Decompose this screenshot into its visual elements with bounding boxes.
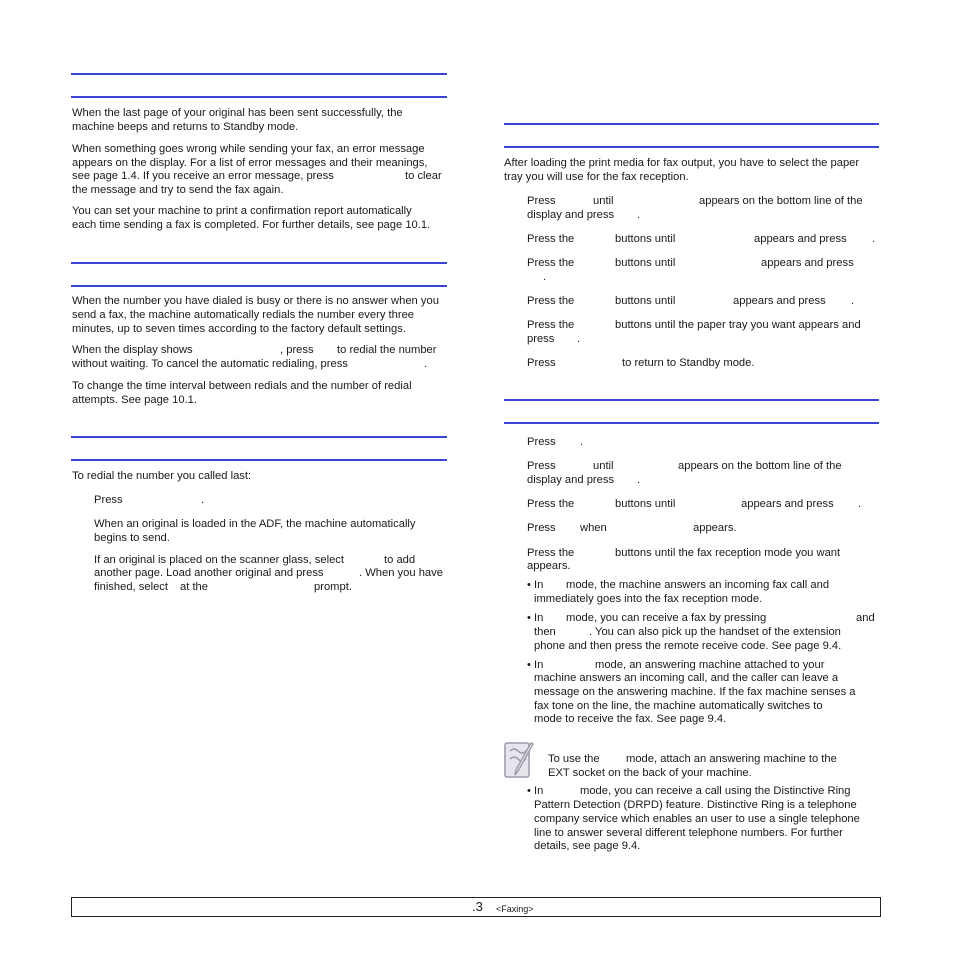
- bullet-text: machine answers an incoming call, and the caller can leave a: [534, 672, 839, 684]
- section-rule-bottom: [71, 459, 447, 461]
- page-number: .3: [472, 899, 483, 914]
- step-text: .: [872, 233, 876, 245]
- body-text: After loading the print media for fax output, you have to select the paper: [504, 157, 860, 169]
- bullet-text: and: [856, 612, 875, 624]
- bullet-text: message on the answering machine. If the fax machine senses a: [534, 686, 856, 698]
- section-rule-bottom: [504, 146, 879, 148]
- bullet-text: mode, an answering machine attached to your: [595, 659, 825, 671]
- step-text: appears on the bottom line of the: [678, 460, 842, 472]
- step-text: until: [593, 195, 614, 207]
- bullet-text: mode, you can receive a call using the Distinctive Ring: [580, 785, 851, 797]
- body-text: minutes, up to seven times according to the factory default settings.: [72, 323, 406, 335]
- step-text: Press: [527, 460, 556, 472]
- step-text: buttons until the fax reception mode you want: [615, 547, 841, 559]
- section-rule-top: [71, 73, 447, 75]
- note-pencil-icon: [504, 741, 536, 779]
- bullet-text: In: [534, 579, 544, 591]
- step-text: display and press: [527, 209, 615, 221]
- bullet-text: mode, you can receive a fax by pressing: [566, 612, 767, 624]
- body-text: When something goes wrong while sending your fax, an error message: [72, 143, 425, 155]
- step-text: appears.: [693, 522, 737, 534]
- bullet-text: mode, the machine answers an incoming fax call and: [566, 579, 830, 591]
- body-text: . When you have: [359, 567, 443, 579]
- note-text: EXT socket on the back of your machine.: [548, 767, 752, 779]
- step-text: buttons until: [615, 498, 676, 510]
- body-text: at the: [180, 581, 208, 593]
- bullet-text: mode to receive the fax. See page 9.4.: [534, 713, 727, 725]
- step-text: appears and press: [754, 233, 847, 245]
- body-text: finished, select: [94, 581, 169, 593]
- bullet-text: In: [534, 659, 544, 671]
- bullet-dot: •: [527, 659, 531, 671]
- body-text: to add: [384, 554, 416, 566]
- body-text: You can set your machine to print a confirmation report automatically: [72, 205, 412, 217]
- bullet-text: phone and then press the remote receive code. See page 9.4.: [534, 640, 842, 652]
- step-text: to return to Standby mode.: [622, 357, 755, 369]
- bullet-text: In: [534, 612, 544, 624]
- step-text: appears and press: [733, 295, 826, 307]
- section-rule-top: [71, 262, 447, 264]
- body-text: To redial the number you called last:: [72, 470, 252, 482]
- step-text: .: [637, 474, 641, 486]
- footer-section-label: <Faxing>: [496, 904, 534, 914]
- bullet-text: then: [534, 626, 556, 638]
- step-text: until: [593, 460, 614, 472]
- body-text: another page. Load another original and press: [94, 567, 324, 579]
- body-text: the message and try to send the fax again.: [72, 184, 284, 196]
- note-text: mode, attach an answering machine to the: [626, 753, 837, 765]
- bullet-text: . You can also pick up the handset of the extension: [589, 626, 841, 638]
- body-text: When the number you have dialed is busy or there is no answer when you: [72, 295, 439, 307]
- step-text: buttons until: [615, 295, 676, 307]
- note-text: To use the: [548, 753, 600, 765]
- step-text: Press the: [527, 295, 575, 307]
- section-rule-bottom: [71, 285, 447, 287]
- body-text: tray you will use for the fax reception.: [504, 171, 689, 183]
- body-text: .: [424, 358, 428, 370]
- step-text: when: [580, 522, 607, 534]
- step-text: buttons until the paper tray you want appears and: [615, 319, 861, 331]
- step-text: press: [527, 333, 555, 345]
- step-text: appears and press: [741, 498, 834, 510]
- step-text: .: [543, 271, 547, 283]
- step-text: .: [577, 333, 581, 345]
- body-text: see page 1.4. If you receive an error message, press: [72, 170, 334, 182]
- step-text: Press the: [527, 498, 575, 510]
- step-text: .: [637, 209, 641, 221]
- step-text: Press: [527, 195, 556, 207]
- section-rule-top: [504, 123, 879, 125]
- body-text: appears on the display. For a list of error messages and their meanings,: [72, 157, 428, 169]
- step-text: .: [851, 295, 855, 307]
- section-rule-bottom: [71, 96, 447, 98]
- body-text: attempts. See page 10.1.: [72, 394, 198, 406]
- step-text: buttons until: [615, 257, 676, 269]
- step-text: Press: [527, 357, 556, 369]
- section-rule-bottom: [504, 422, 879, 424]
- body-text: without waiting. To cancel the automatic redialing, press: [72, 358, 348, 370]
- bullet-dot: •: [527, 785, 531, 797]
- body-text: machine beeps and returns to Standby mode.: [72, 121, 299, 133]
- body-text: to clear: [405, 170, 442, 182]
- section-rule-top: [71, 436, 447, 438]
- body-text: each time sending a fax is completed. For further details, see page 10.1.: [72, 219, 431, 231]
- bullet-text: company service which enables an user to use a single telephone: [534, 813, 860, 825]
- bullet-text: fax tone on the line, the machine automatically switches to: [534, 700, 823, 712]
- bullet-dot: •: [527, 579, 531, 591]
- bullet-text: immediately goes into the fax reception mode.: [534, 593, 763, 605]
- step-text: Press the: [527, 233, 575, 245]
- body-text: When the display shows: [72, 344, 193, 356]
- body-text: to redial the number: [337, 344, 437, 356]
- step-text: Press the: [527, 547, 575, 559]
- bullet-text: Pattern Detection (DRPD) feature. Distinctive Ring is a telephone: [534, 799, 857, 811]
- step-text: Press the: [527, 257, 575, 269]
- body-text: When the last page of your original has been sent successfully, the: [72, 107, 403, 119]
- body-text: begins to send.: [94, 532, 170, 544]
- bullet-text: In: [534, 785, 544, 797]
- step-text: appears and press: [761, 257, 854, 269]
- step-text: buttons until: [615, 233, 676, 245]
- body-text: If an original is placed on the scanner glass, select: [94, 554, 344, 566]
- step-text: .: [858, 498, 862, 510]
- step-text: Press: [94, 494, 123, 506]
- body-text: , press: [280, 344, 314, 356]
- body-text: send a fax, the machine automatically redials the number every three: [72, 309, 415, 321]
- step-text: Press: [527, 436, 556, 448]
- step-text: .: [201, 494, 205, 506]
- bullet-text: details, see page 9.4.: [534, 840, 641, 852]
- body-text: To change the time interval between redials and the number of redial: [72, 380, 412, 392]
- bullet-dot: •: [527, 612, 531, 624]
- step-text: display and press: [527, 474, 615, 486]
- body-text: When an original is loaded in the ADF, the machine automatically: [94, 518, 416, 530]
- body-text: prompt.: [314, 581, 352, 593]
- step-text: appears.: [527, 560, 571, 572]
- section-rule-top: [504, 399, 879, 401]
- step-text: .: [580, 436, 584, 448]
- step-text: Press: [527, 522, 556, 534]
- bullet-text: line to answer several different telephone numbers. For further: [534, 827, 843, 839]
- step-text: appears on the bottom line of the: [699, 195, 863, 207]
- step-text: Press the: [527, 319, 575, 331]
